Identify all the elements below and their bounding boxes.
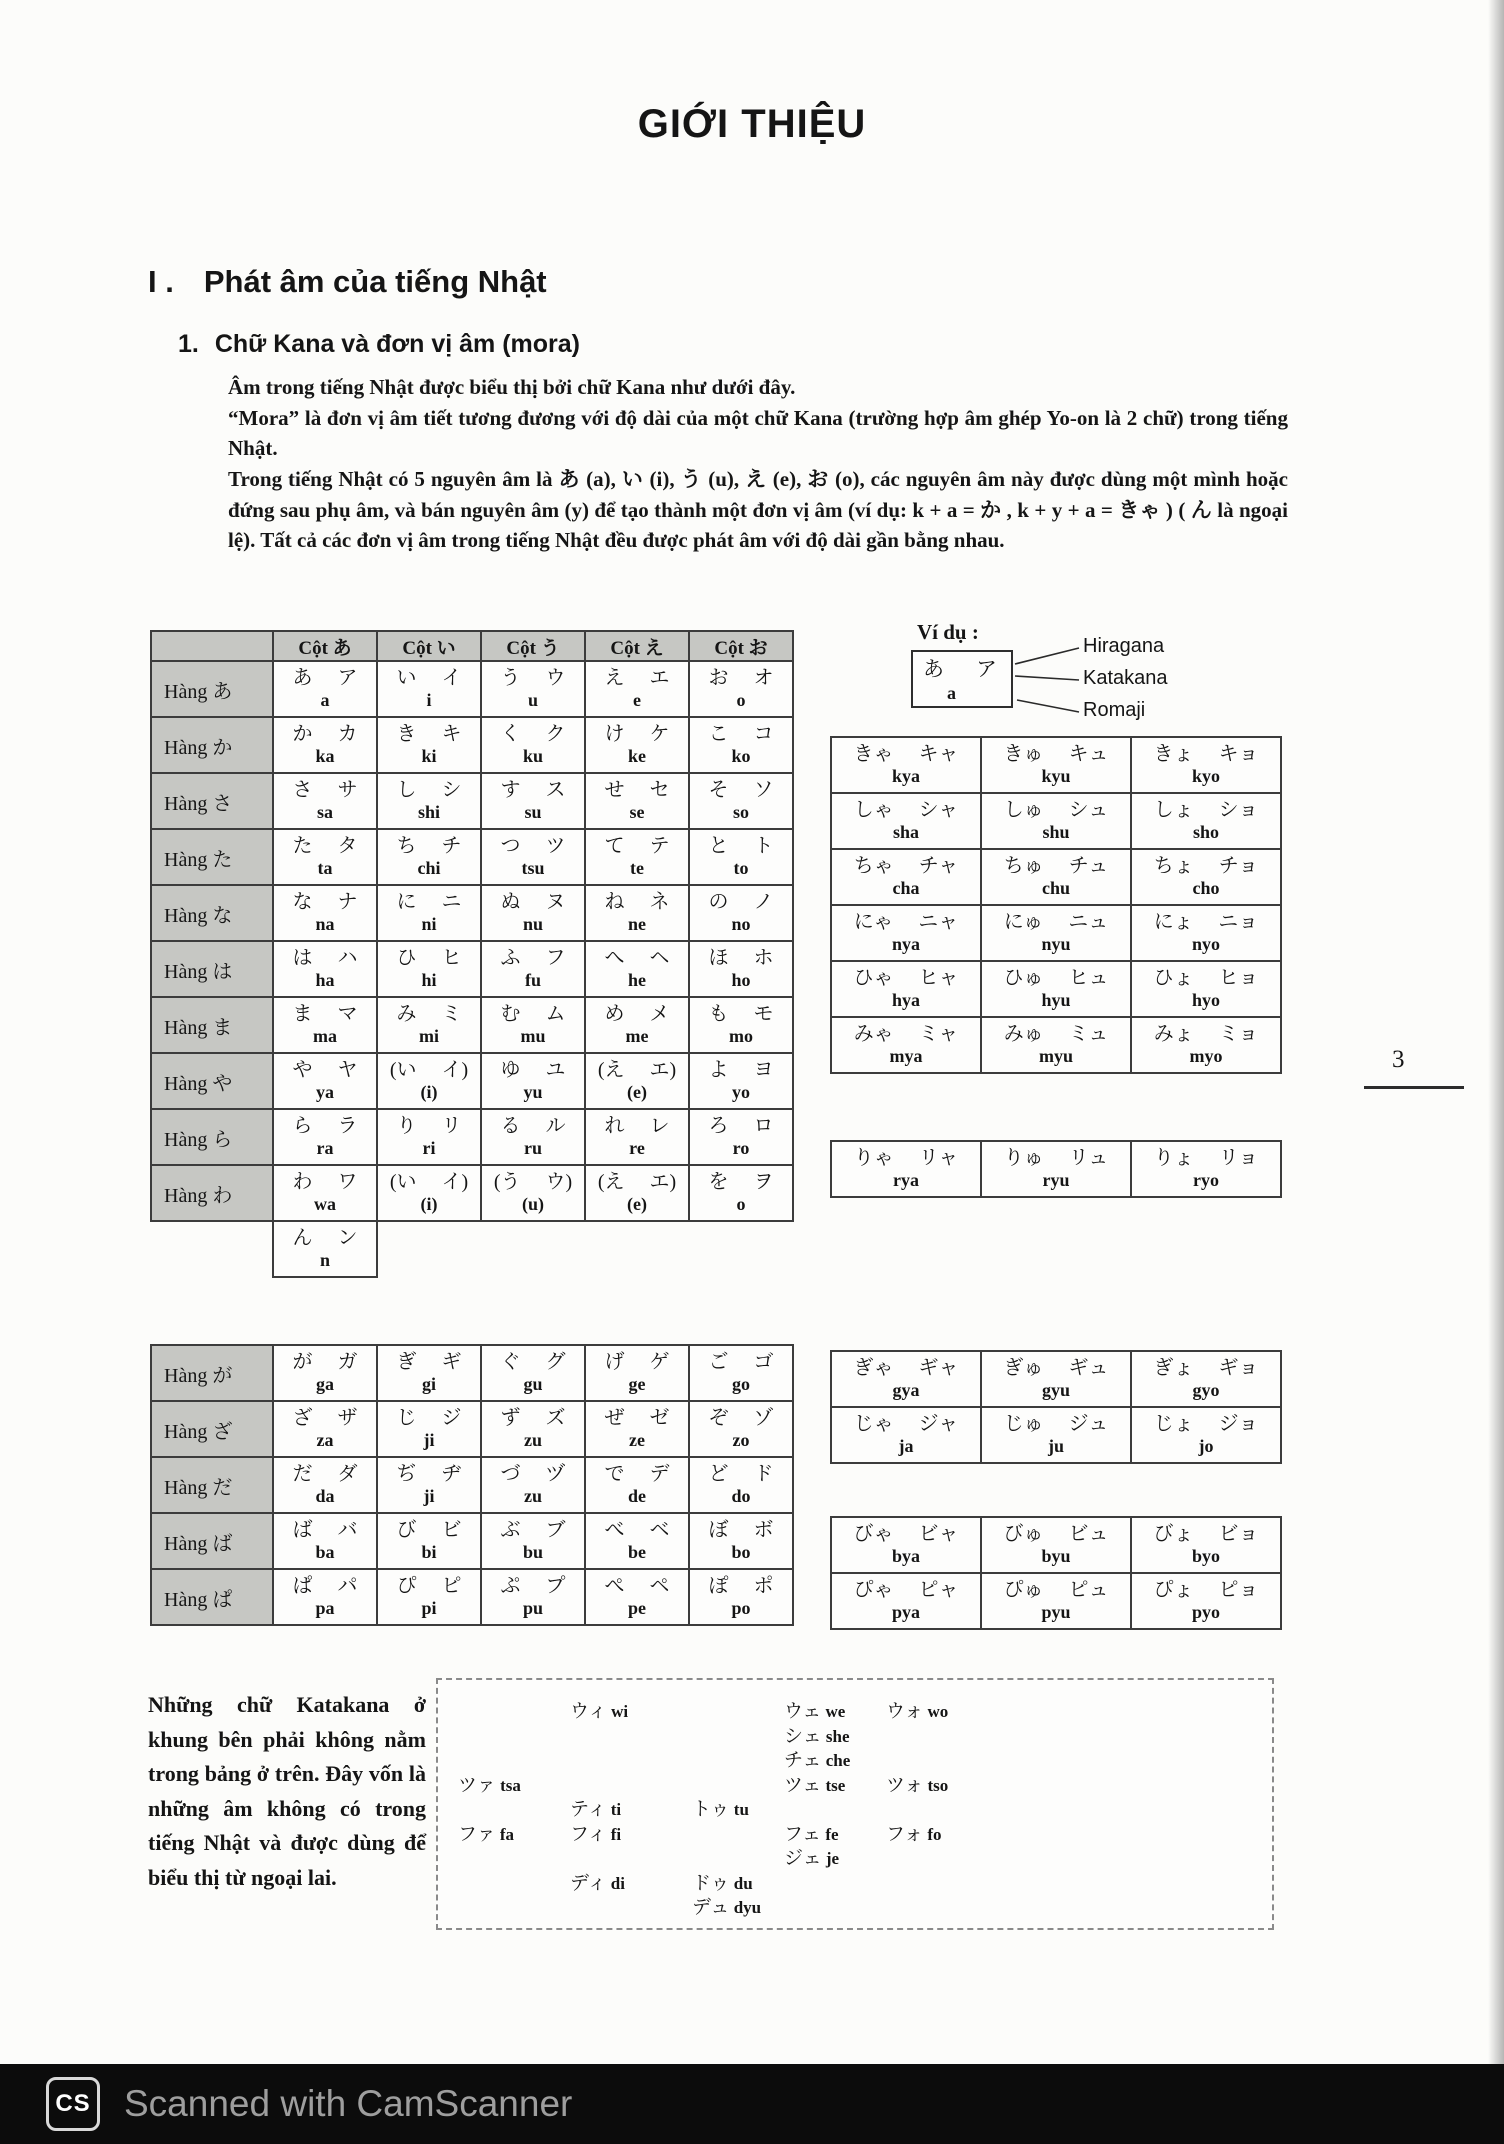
table-row <box>151 1457 793 1513</box>
foreign-katakana-entry: フォ fo <box>886 1823 942 1845</box>
table-row <box>151 1569 793 1625</box>
leader-lines <box>1013 642 1083 732</box>
kana-cell: ご ゴ go <box>689 1345 793 1401</box>
kana-cell: ぴ ピ pi <box>377 1569 481 1625</box>
kana-cell: は ハ ha <box>273 941 377 997</box>
kana-cell: じゃ ジャ ja <box>831 1407 981 1463</box>
example-katakana: ア <box>976 657 997 681</box>
kana-cell: じゅ ジュ ju <box>981 1407 1131 1463</box>
row-header: Hàng だ <box>151 1457 273 1513</box>
example-hiragana: あ <box>923 657 944 681</box>
kana-cell: な ナ na <box>273 885 377 941</box>
kana-cell: が ガ ga <box>273 1345 377 1401</box>
kana-cell: づ ヅ zu <box>481 1457 585 1513</box>
example-kana-box <box>911 650 1013 708</box>
kana-cell: にゃ ニャ nya <box>831 905 981 961</box>
kana-cell: しゅ シュ shu <box>981 793 1131 849</box>
scan-edge-shadow <box>1488 0 1504 2144</box>
row-header: Hàng あ <box>151 661 273 717</box>
row-header: Hàng な <box>151 885 273 941</box>
row-header: Hàng さ <box>151 773 273 829</box>
table-row <box>831 1351 1281 1407</box>
kana-cell: ひゅ ヒュ hyu <box>981 961 1131 1017</box>
kana-cell: つ ツ tsu <box>481 829 585 885</box>
kana-cell: りゅ リュ ryu <box>981 1141 1131 1197</box>
table-row <box>151 941 793 997</box>
kana-table <box>830 1350 1282 1464</box>
foreign-katakana-entry: チェ che <box>784 1750 851 1771</box>
kana-cell: ぢ ヂ ji <box>377 1457 481 1513</box>
kana-cell: こ コ ko <box>689 717 793 773</box>
kana-cell: りゃ リャ rya <box>831 1141 981 1197</box>
section-heading <box>148 264 547 300</box>
row-header: Hàng た <box>151 829 273 885</box>
foreign-katakana-entry: ウォ wo <box>886 1701 949 1722</box>
kana-cell: ぴょ ピョ pyo <box>1131 1573 1281 1629</box>
section-number: I . <box>148 264 174 299</box>
table-row <box>831 1517 1281 1573</box>
kana-cell: だ ダ da <box>273 1457 377 1513</box>
kana-cell: げ ゲ ge <box>585 1345 689 1401</box>
kana-cell: す ス su <box>481 773 585 829</box>
paragraph: Âm trong tiếng Nhật được biểu thị bởi chữ Kana như dưới đây. <box>228 375 796 399</box>
kana-table <box>830 1140 1282 1198</box>
legend-romaji: Romaji <box>1083 699 1146 721</box>
foreign-katakana-entry: ドゥ du <box>692 1872 753 1894</box>
column-header: Cột う <box>481 631 585 661</box>
kana-cell: し シ shi <box>377 773 481 829</box>
kana-cell: ぶ ブ bu <box>481 1513 585 1569</box>
foreign-katakana-entry: ウィ wi <box>570 1701 629 1722</box>
kana-cell: ゆ ユ yu <box>481 1053 585 1109</box>
kana-cell: にょ ニョ nyo <box>1131 905 1281 961</box>
kana-table <box>830 736 1282 1074</box>
kana-cell: ざ ザ za <box>273 1401 377 1457</box>
table-row <box>831 1573 1281 1629</box>
table-row <box>151 829 793 885</box>
foreign-katakana-entry: ウェ we <box>784 1701 846 1722</box>
kana-cell: そ ソ so <box>689 773 793 829</box>
foreign-katakana-box <box>436 1678 1274 1930</box>
kana-cell: ぱ パ pa <box>273 1569 377 1625</box>
kana-cell: ま マ ma <box>273 997 377 1053</box>
kana-cell: け ケ ke <box>585 717 689 773</box>
table-row <box>151 773 793 829</box>
kana-cell: ひょ ヒョ hyo <box>1131 961 1281 1017</box>
row-header: Hàng ぱ <box>151 1569 273 1625</box>
page-title: GIỚI THIỆU <box>637 102 867 146</box>
legend-hiragana: Hiragana <box>1083 635 1165 657</box>
kana-cell: う ウ u <box>481 661 585 717</box>
table-row <box>151 997 793 1053</box>
voiced-yoon-table-1 <box>830 1350 1282 1464</box>
kana-cell: ちゃ チャ cha <box>831 849 981 905</box>
row-header: Hàng は <box>151 941 273 997</box>
kana-cell: め メ me <box>585 997 689 1053</box>
kana-cell: にゅ ニュ nyu <box>981 905 1131 961</box>
paragraph: Trong tiếng Nhật có 5 nguyên âm là あ (a), い (i), う (u), え (e), お (o), các nguyên âm này được dùng một mình hoặc đứng sau phụ âm, và bán nguyên âm (y) để tạo thành một đơn vị âm (ví dụ: k + a = か , k + y + a = きゃ ) ( ん là ngoại lệ). Tất cả các đơn vị âm trong tiếng Nhật đều được phát âm với độ dài gần bằng nhau. <box>228 466 1288 553</box>
kana-cell: じ ジ ji <box>377 1401 481 1457</box>
kana-cell: ひゃ ヒャ hya <box>831 961 981 1017</box>
paragraph: “Mora” là đơn vị âm tiết tương đương với độ dài của một chữ Kana (trường hợp âm ghép Yo-on là 2 chữ) trong tiếng Nhật. <box>228 405 1288 461</box>
table-row <box>831 849 1281 905</box>
page-number-rule <box>1364 1086 1464 1089</box>
kana-cell: ろ ロ ro <box>689 1109 793 1165</box>
kana-cell: あ ア a <box>273 661 377 717</box>
kana-cell: た タ ta <box>273 829 377 885</box>
row-header: Hàng や <box>151 1053 273 1109</box>
kana-cell: (え エ) (e) <box>585 1165 689 1221</box>
voiced-table <box>150 1344 794 1626</box>
kana-cell: よ ヨ yo <box>689 1053 793 1109</box>
foreign-katakana-entry: ディ di <box>570 1872 625 1894</box>
yoon-table <box>830 736 1282 1074</box>
foreign-katakana-entry: フィ fi <box>570 1823 622 1845</box>
kana-cell: ず ズ zu <box>481 1401 585 1457</box>
kana-cell: びゃ ビャ bya <box>831 1517 981 1573</box>
kana-cell: きょ キョ kyo <box>1131 737 1281 793</box>
subsection-title: Chữ Kana và đơn vị âm (mora) <box>214 330 580 358</box>
kana-cell: ど ド do <box>689 1457 793 1513</box>
column-header: Cột お <box>689 631 793 661</box>
row-header: Hàng が <box>151 1345 273 1401</box>
kana-cell: て テ te <box>585 829 689 885</box>
foreign-katakana-entry: ファ fa <box>458 1823 515 1845</box>
legend-katakana: Katakana <box>1083 667 1168 689</box>
row-header: Hàng ざ <box>151 1401 273 1457</box>
kana-cell: き キ ki <box>377 717 481 773</box>
kana-cell: ね ネ ne <box>585 885 689 941</box>
table-row <box>831 793 1281 849</box>
kana-cell: (い イ) (i) <box>377 1053 481 1109</box>
section-title: Phát âm của tiếng Nhật <box>203 264 547 299</box>
camscanner-text: Scanned with CamScanner <box>124 2083 573 2124</box>
table-row <box>831 1017 1281 1073</box>
kana-cell: も モ mo <box>689 997 793 1053</box>
foreign-note: Những chữ Katakana ở khung bên phải không nằm trong bảng ở trên. Đây vốn là những âm không có trong tiếng Nhật và được dùng để biểu thị từ ngoại lai. <box>148 1692 426 1890</box>
row-header: Hàng わ <box>151 1165 273 1221</box>
kana-cell: の ノ no <box>689 885 793 941</box>
subsection-heading <box>178 330 580 359</box>
table-row <box>151 1513 793 1569</box>
kana-cell: ひ ヒ hi <box>377 941 481 997</box>
kana-cell: じょ ジョ jo <box>1131 1407 1281 1463</box>
foreign-katakana-entry: ツォ tso <box>886 1774 949 1796</box>
kana-cell: みょ ミョ myo <box>1131 1017 1281 1073</box>
table-corner <box>151 631 273 661</box>
kana-cell: ぎょ ギョ gyo <box>1131 1351 1281 1407</box>
table-row <box>831 737 1281 793</box>
kana-cell: ほ ホ ho <box>689 941 793 997</box>
foreign-katakana-entry: トゥ tu <box>692 1799 749 1820</box>
gojuon-table <box>150 630 794 1278</box>
kana-cell: え エ e <box>585 661 689 717</box>
table-row <box>151 1401 793 1457</box>
kana-cell: ぬ ヌ nu <box>481 885 585 941</box>
kana-cell: に ニ ni <box>377 885 481 941</box>
foreign-katakana-grid <box>438 1680 1272 1928</box>
kana-cell: しょ ショ sho <box>1131 793 1281 849</box>
kana-cell: と ト to <box>689 829 793 885</box>
row-header: Hàng ら <box>151 1109 273 1165</box>
empty-cell <box>585 1221 689 1277</box>
kana-table <box>150 1344 794 1626</box>
table-row <box>151 1221 793 1277</box>
empty-cell <box>377 1221 481 1277</box>
example-kana-row <box>913 652 1011 683</box>
kana-cell: (う ウ) (u) <box>481 1165 585 1221</box>
kana-cell: ぎ ギ gi <box>377 1345 481 1401</box>
kana-cell: ん ン n <box>273 1221 377 1277</box>
table-row <box>151 1165 793 1221</box>
subsection-number: 1. <box>178 330 199 358</box>
kana-cell: みゅ ミュ myu <box>981 1017 1131 1073</box>
camscanner-bar <box>0 2064 1504 2144</box>
table-row <box>831 961 1281 1017</box>
table-row <box>151 1053 793 1109</box>
table-row <box>831 1407 1281 1463</box>
kana-cell: を ヲ o <box>689 1165 793 1221</box>
kana-cell: ぴゃ ピャ pya <box>831 1573 981 1629</box>
kana-cell: さ サ sa <box>273 773 377 829</box>
kana-cell: ぞ ゾ zo <box>689 1401 793 1457</box>
kana-cell: れ レ re <box>585 1109 689 1165</box>
kana-cell: きゅ キュ kyu <box>981 737 1131 793</box>
kana-cell: い イ i <box>377 661 481 717</box>
kana-cell: か カ ka <box>273 717 377 773</box>
example-romaji: a <box>947 683 956 703</box>
table-row <box>151 885 793 941</box>
kana-cell: り リ ri <box>377 1109 481 1165</box>
yoon-r-table <box>830 1140 1282 1198</box>
foreign-katakana-entry: ツェ tse <box>784 1774 846 1796</box>
kana-cell: へ ヘ he <box>585 941 689 997</box>
kana-cell: ちゅ チュ chu <box>981 849 1131 905</box>
kana-cell: ぎゅ ギュ gyu <box>981 1351 1131 1407</box>
kana-cell: せ セ se <box>585 773 689 829</box>
table-row <box>831 1141 1281 1197</box>
table-row <box>151 1109 793 1165</box>
foreign-katakana-entry: ツァ tsa <box>458 1774 521 1796</box>
kana-cell: ぽ ポ po <box>689 1569 793 1625</box>
foreign-katakana-entry: ティ ti <box>570 1799 622 1820</box>
kana-cell: る ル ru <box>481 1109 585 1165</box>
kana-cell: ぼ ボ bo <box>689 1513 793 1569</box>
kana-cell: ち チ chi <box>377 829 481 885</box>
voiced-yoon-table-2 <box>830 1516 1282 1630</box>
kana-cell: く ク ku <box>481 717 585 773</box>
kana-cell: ぴゅ ピュ pyu <box>981 1573 1131 1629</box>
kana-cell: び ビ bi <box>377 1513 481 1569</box>
example-diagram <box>905 620 1305 742</box>
kana-table <box>830 1516 1282 1630</box>
kana-cell: ぷ プ pu <box>481 1569 585 1625</box>
row-header <box>151 1221 273 1277</box>
example-label: Ví dụ : <box>917 620 979 644</box>
kana-cell: びゅ ビュ byu <box>981 1517 1131 1573</box>
table-row <box>151 717 793 773</box>
row-header: Hàng ま <box>151 997 273 1053</box>
example-legend <box>1083 630 1168 726</box>
kana-table <box>150 630 794 1278</box>
kana-cell: (え エ) (e) <box>585 1053 689 1109</box>
table-row <box>831 905 1281 961</box>
intro-paragraphs <box>228 372 1288 556</box>
kana-cell: りょ リョ ryo <box>1131 1141 1281 1197</box>
table-row <box>151 1345 793 1401</box>
kana-cell: ば バ ba <box>273 1513 377 1569</box>
page-number: 3 <box>1392 1046 1405 1073</box>
kana-cell: みゃ ミャ mya <box>831 1017 981 1073</box>
kana-cell: きゃ キャ kya <box>831 737 981 793</box>
column-header: Cột あ <box>273 631 377 661</box>
kana-cell: ふ フ fu <box>481 941 585 997</box>
foreign-katakana-entry: フェ fe <box>784 1823 839 1845</box>
empty-cell <box>481 1221 585 1277</box>
foreign-katakana-entry: デュ dyu <box>692 1897 762 1918</box>
row-header: Hàng ば <box>151 1513 273 1569</box>
camscanner-logo: CS <box>46 2077 100 2131</box>
kana-cell: や ヤ ya <box>273 1053 377 1109</box>
kana-cell: む ム mu <box>481 997 585 1053</box>
kana-cell: (い イ) (i) <box>377 1165 481 1221</box>
kana-cell: ぎゃ ギャ gya <box>831 1351 981 1407</box>
kana-cell: ぜ ゼ ze <box>585 1401 689 1457</box>
kana-cell: べ ベ be <box>585 1513 689 1569</box>
kana-cell: びょ ビョ byo <box>1131 1517 1281 1573</box>
kana-cell: ら ラ ra <box>273 1109 377 1165</box>
kana-cell: ぺ ペ pe <box>585 1569 689 1625</box>
kana-cell: み ミ mi <box>377 997 481 1053</box>
kana-cell: で デ de <box>585 1457 689 1513</box>
kana-cell: ちょ チョ cho <box>1131 849 1281 905</box>
table-row <box>151 661 793 717</box>
kana-cell: しゃ シャ sha <box>831 793 981 849</box>
foreign-katakana-entry: シェ she <box>784 1725 850 1747</box>
empty-cell <box>689 1221 793 1277</box>
row-header: Hàng か <box>151 717 273 773</box>
foreign-katakana-entry: ジェ je <box>784 1848 840 1869</box>
kana-cell: わ ワ wa <box>273 1165 377 1221</box>
column-header: Cột い <box>377 631 481 661</box>
kana-cell: お オ o <box>689 661 793 717</box>
kana-cell: ぐ グ gu <box>481 1345 585 1401</box>
column-header: Cột え <box>585 631 689 661</box>
